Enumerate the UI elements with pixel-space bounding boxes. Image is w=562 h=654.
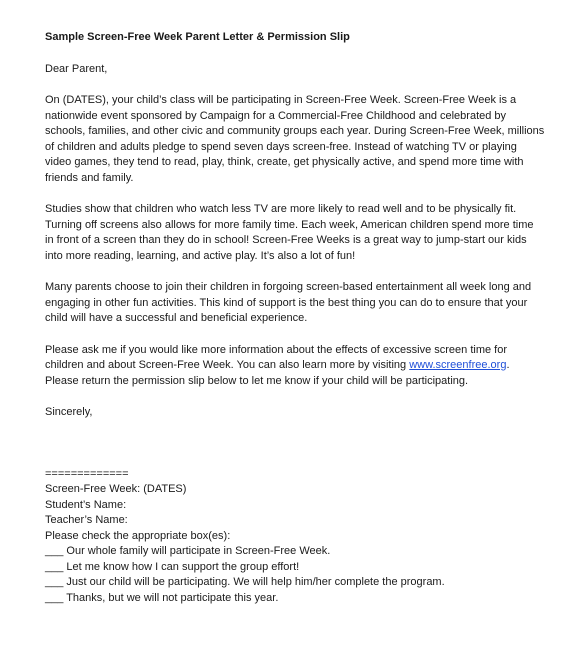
slip-instruction: Please check the appropriate box(es): [45, 529, 231, 542]
slip-teacher-name: Teacher’s Name: [45, 514, 128, 526]
screenfree-link[interactable]: www.screenfree.org [409, 359, 507, 371]
more-info-text-start: Please ask me if you would like more information about the effects of excessive screen time for children and about Screen-Free Week. You can also learn more by visiting [45, 343, 508, 371]
slip-option-whole-family[interactable]: ___ Our whole family will participate in Screen-Free Week. [45, 545, 331, 557]
paragraph-parents: Many parents choose to join their children in forgoing screen-based entertainment all week long and engaging in other fun activities. This kind of support is the best thing you can do to ensure that your child will have a successful and beneficial experience. [45, 281, 532, 324]
slip-divider: ============= [45, 467, 129, 480]
permission-slip [45, 467, 545, 607]
more-info-text-end: . Please return the permission slip below to let me know if your child will be participating. [45, 359, 510, 387]
paragraph-intro: On (DATES), your child’s class will be participating in Screen-Free Week. Screen-Free Week is a nationwide event sponsored by Campaign for a Commercial-Free Childhood and celebrated by schools, families, and other civic and community groups each year. During Screen-Free Week, millions of children and adults pledge to spend seven days screen-free. Instead of watching TV or playing video games, they tend to read, play, think, create, get physically active, and spend more time with friends and family. [45, 94, 545, 184]
paragraph-studies: Studies show that children who watch less TV are more likely to read well and to be physically fit. Turning off screens also allows for more family time. Each week, American children spend more time in front of a screen than they do in school! Screen-Free Weeks is a great way to jump-start our kids into more reading, learning, and active play. It’s also a lot of fun! [45, 203, 534, 262]
document-title: Sample Screen-Free Week Parent Letter & Permission Slip [45, 31, 350, 43]
paragraph-more-info [45, 343, 545, 390]
slip-week: Screen-Free Week: (DATES) [45, 483, 187, 495]
slip-option-child-only[interactable]: ___ Just our child will be participating. We will help him/her complete the program. [45, 576, 445, 588]
salutation: Dear Parent, [45, 62, 108, 75]
closing: Sincerely, [45, 406, 93, 418]
slip-student-name: Student’s Name: [45, 498, 127, 511]
document-page [45, 30, 545, 606]
slip-option-support[interactable]: ___ Let me know how I can support the group effort! [45, 560, 300, 573]
slip-option-decline[interactable]: ___ Thanks, but we will not participate this year. [45, 591, 279, 604]
